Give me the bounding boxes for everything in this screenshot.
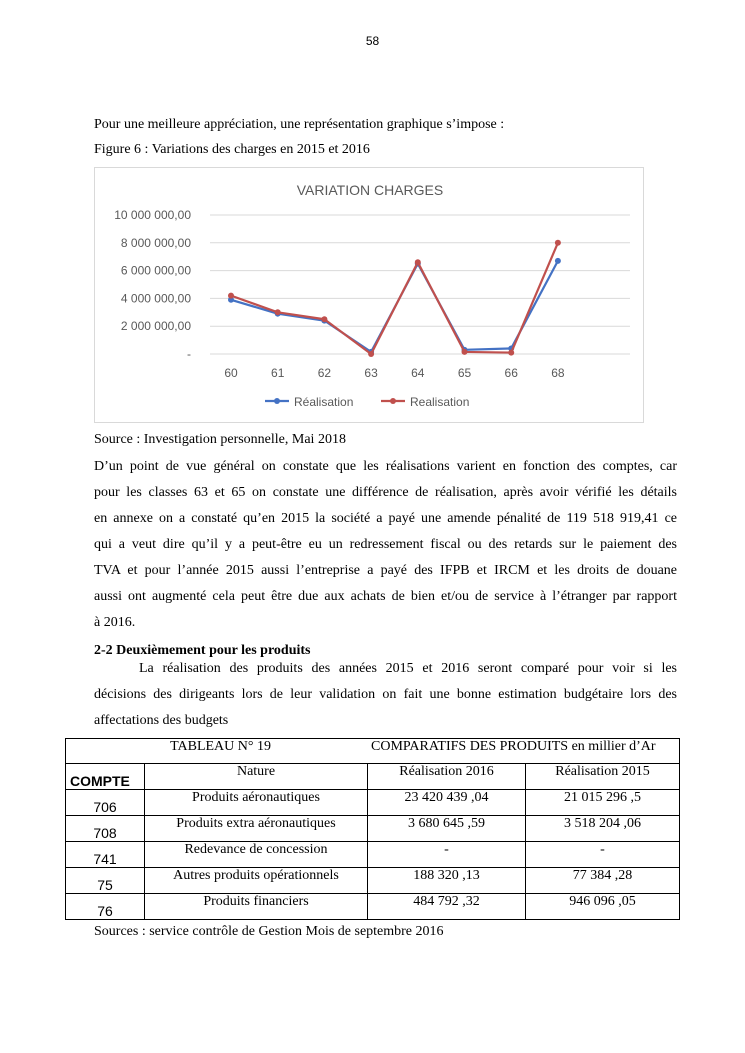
data-point (321, 316, 327, 322)
table-row (66, 868, 680, 894)
y-tick-label: 8 000 000,00 (120, 235, 191, 250)
cell-2016: 188 320 ,13 (368, 868, 526, 894)
cell-compte: 706 (66, 790, 145, 816)
y-tick-label: 2 000 000,00 (120, 319, 191, 334)
cell-compte: 708 (66, 816, 145, 842)
data-point (555, 258, 561, 264)
cell-nature: Produits extra aéronautiques (145, 816, 368, 842)
header-nature: Nature (145, 764, 368, 790)
cell-2016: 3 680 645 ,59 (368, 816, 526, 842)
table-row (66, 842, 680, 868)
products-table (65, 738, 680, 920)
cell-2015: 21 015 296 ,5 (526, 790, 680, 816)
data-point (368, 351, 374, 357)
header-realisation-2015: Réalisation 2015 (526, 764, 680, 790)
paragraph-line: D’un point de vue général on constate que les réalisations varient en fonction des comptes, car (94, 459, 677, 474)
chart-container (94, 167, 644, 423)
cell-2016: 23 420 439 ,04 (368, 790, 526, 816)
paragraph-line: qui a veut dire qu’il y a peut-être eu un redressement fiscal ou des retards sur le paiement des (94, 537, 677, 552)
variation-charges-chart (95, 168, 645, 424)
table-caption (66, 739, 680, 764)
table-caption-row (66, 739, 680, 764)
header-compte: COMPTE (66, 764, 145, 790)
data-point (415, 259, 421, 265)
legend-label: Realisation (410, 395, 470, 409)
legend-marker (390, 398, 396, 404)
cell-2016: - (368, 842, 526, 868)
paragraph-line: en annexe on a constaté qu’en 2015 la société a payé une amende pénalité de 119 518 919,41 ce (94, 511, 677, 526)
paragraph-line: TVA et pour l’année 2015 aussi l’entreprise a payé des IFPB et IRCM et les droits de douane (94, 563, 677, 578)
cell-2016: 484 792 ,32 (368, 894, 526, 920)
table-header-row (66, 764, 680, 790)
data-point (555, 240, 561, 246)
x-tick-label: 61 (271, 366, 285, 380)
cell-nature: Produits aéronautiques (145, 790, 368, 816)
x-tick-label: 68 (551, 366, 565, 380)
paragraph-line: décisions des dirigeants lors de leur validation on fait une bonne estimation budgétaire lors des (94, 687, 677, 702)
table-number: TABLEAU N° 19 (170, 739, 271, 754)
section-heading: 2-2 Deuxièmement pour les produits (94, 643, 311, 658)
y-tick-label: 10 000 000,00 (114, 208, 191, 222)
table-sources: Sources : service contrôle de Gestion Mois de septembre 2016 (94, 924, 444, 939)
paragraph-line: affectations des budgets (94, 713, 229, 728)
paragraph-line: pour les classes 63 et 65 on constate une différence de réalisation, après avoir vérifié les détails (94, 485, 677, 500)
data-point (462, 349, 468, 355)
cell-compte: 76 (66, 894, 145, 920)
intro-text: Pour une meilleure appréciation, une représentation graphique s’impose : (94, 117, 505, 132)
y-tick-label: 4 000 000,00 (120, 291, 191, 306)
paragraph-line: La réalisation des produits des années 2015 et 2016 seront comparé pour voir si les (139, 661, 677, 676)
data-point (228, 293, 234, 299)
table-row (66, 816, 680, 842)
table-title: COMPARATIFS DES PRODUITS en millier d’Ar (371, 739, 656, 754)
cell-compte: 741 (66, 842, 145, 868)
page-number: 58 (365, 34, 380, 48)
x-tick-label: 60 (224, 366, 238, 380)
x-tick-label: 64 (411, 366, 425, 380)
table-row (66, 894, 680, 920)
paragraph-line: à 2016. (94, 615, 136, 630)
table-row (66, 790, 680, 816)
data-point (275, 309, 281, 315)
cell-nature: Produits financiers (145, 894, 368, 920)
cell-nature: Autres produits opérationnels (145, 868, 368, 894)
legend-label: Réalisation (294, 395, 354, 409)
cell-2015: - (526, 842, 680, 868)
data-point (508, 350, 514, 356)
paragraph-line: aussi ont augmenté cela peut être due aux achats de bien et/ou de service à l’étranger par rapport (94, 589, 677, 604)
figure-caption: Figure 6 : Variations des charges en 2015 et 2016 (94, 142, 370, 157)
cell-nature: Redevance de concession (145, 842, 368, 868)
y-tick-label: 6 000 000,00 (120, 263, 191, 278)
legend-marker (274, 398, 280, 404)
products-paragraph (94, 656, 677, 734)
chart-title: VARIATION CHARGES (296, 182, 444, 198)
x-tick-label: 63 (364, 366, 378, 380)
analysis-paragraph (94, 454, 677, 636)
x-tick-label: 66 (504, 366, 518, 380)
cell-2015: 77 384 ,28 (526, 868, 680, 894)
y-tick-label: - (187, 347, 191, 361)
header-realisation-2016: Réalisation 2016 (368, 764, 526, 790)
cell-compte: 75 (66, 868, 145, 894)
cell-2015: 946 096 ,05 (526, 894, 680, 920)
x-tick-label: 65 (457, 366, 472, 380)
chart-source: Source : Investigation personnelle, Mai 2018 (94, 432, 346, 447)
x-tick-label: 62 (317, 366, 332, 380)
cell-2015: 3 518 204 ,06 (526, 816, 680, 842)
